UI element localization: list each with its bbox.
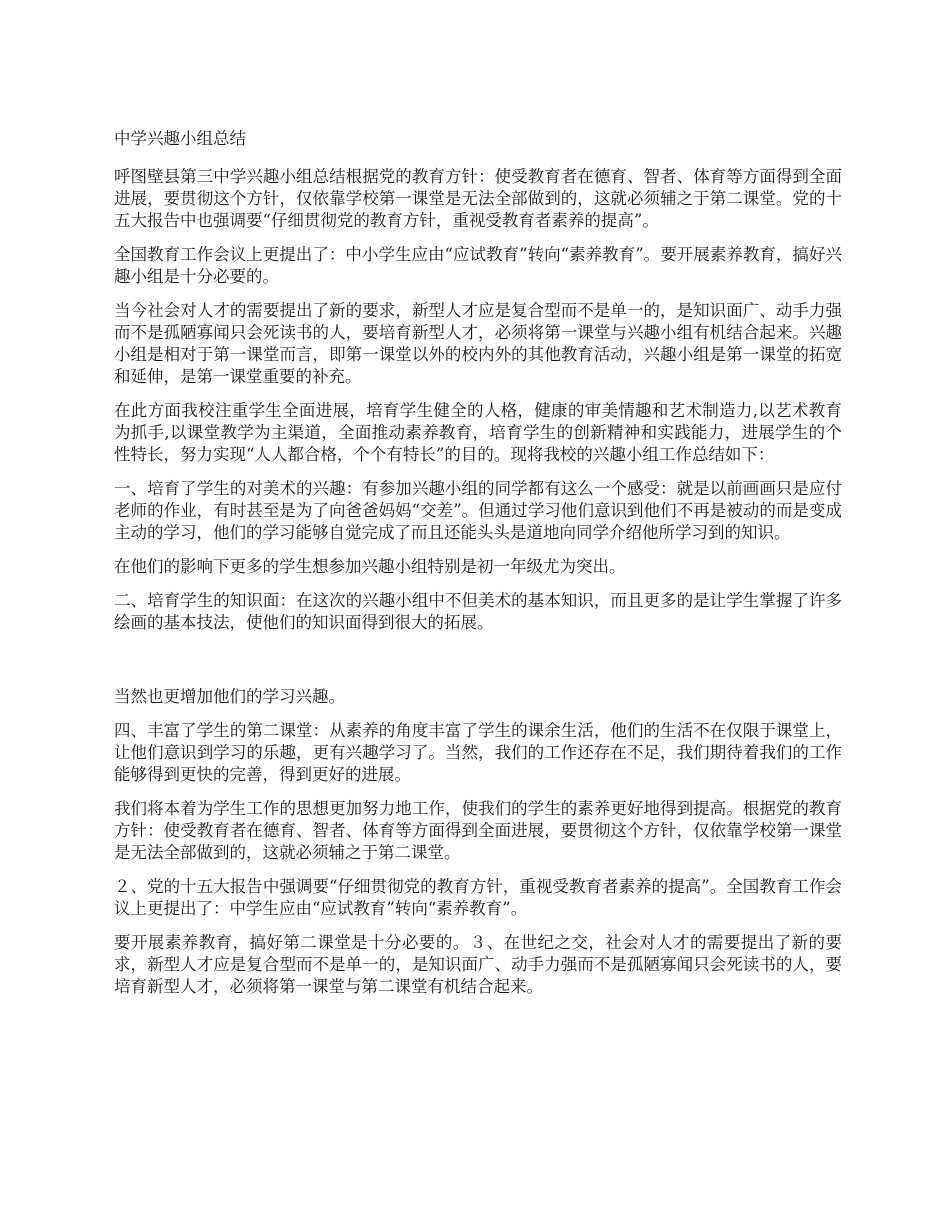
paragraph-12: 要开展素养教育，搞好第二课堂是十分必要的。３、在世纪之交，社会对人才的需要提出了新的要求，新型人才应是复合型而不是单一的，是知识面广、动手力强而不是孤陋寡闻只会死读书的人，要培育新型人才，必须将第一课堂与第二课堂有机结合起来。 [114, 933, 842, 996]
paragraph-2: 全国教育工作会议上更提出了：中小学生应由“应试教育”转向“素养教育”。要开展素养教育，搞好兴趣小组是十分必要的。 [114, 245, 842, 286]
paragraph-11: ２、党的十五大报告中强调要“仔细贯彻党的教育方针，重视受教育者素养的提高”。全国教育工作会议上更提出了：中学生应由“应试教育”转向“素养教育”。 [114, 877, 842, 918]
paragraph-10: 我们将本着为学生工作的思想更加努力地工作，使我们的学生的素养更好地得到提高。根据党的教育方针：使受教育者在德育、智者、体育等方面得到全面进展，要贯彻这个方针，仅依靠学校第一课堂是无法全部做到的，这就必须辅之于第二课堂。 [114, 799, 842, 862]
paragraph-7: 二、培育学生的知识面：在这次的兴趣小组中不但美术的基本知识，而且更多的是让学生掌握了许多绘画的基本技法，使他们的知识面得到很大的拓展。 [114, 591, 842, 632]
paragraph-1: 呼图壁县第三中学兴趣小组总结根据党的教育方针：使受教育者在德育、智者、体育等方面得到全面进展，要贯彻这个方针，仅依靠学校第一课堂是无法全部做到的，这就必须辅之于第二课堂。党的十五大报告中也强调要“仔细贯彻党的教育方针，重视受教育者素养的提高”。 [114, 167, 842, 230]
paragraph-9: 四、丰富了学生的第二课堂：从素养的角度丰富了学生的课余生活，他们的生活不在仅限于课堂上，让他们意识到学习的乐趣，更有兴趣学习了。当然，我们的工作还存在不足，我们期待着我们的工作能够得到更快的完善，得到更好的进展。 [114, 721, 842, 784]
paragraph-4: 在此方面我校注重学生全面进展，培育学生健全的人格，健康的审美情趣和艺术制造力,以艺术教育为抓手,以课堂教学为主渠道，全面推动素养教育，培育学生的创新精神和实践能力，进展学生的个性特长，努力实现“人人都合格，个个有特长”的目的。现将我校的兴趣小组工作总结如下： [114, 401, 842, 464]
paragraph-8: 当然也更增加他们的学习兴趣。 [114, 687, 345, 706]
paragraph-3: 当今社会对人才的需要提出了新的要求，新型人才应是复合型而不是单一的，是知识面广、动手力强而不是孤陋寡闻只会死读书的人，要培育新型人才，必须将第一课堂与兴趣小组有机结合起来。兴趣小组是相对于第一课堂而言，即第一课堂以外的校内外的其他教育活动，兴趣小组是第一课堂的拓宽和延伸，是第一课堂重要的补充。 [114, 301, 842, 386]
paragraph-5: 一、培育了学生的对美术的兴趣：有参加兴趣小组的同学都有这么一个感受：就是以前画画只是应付老师的作业，有时甚至是为了向爸爸妈妈“交差”。但通过学习他们意识到他们不再是被动的而是变成主动的学习，他们的学习能够自觉完成了而且还能头头是道地向同学介绍他所学习到的知识。 [114, 479, 842, 542]
paragraph-6: 在他们的影响下更多的学生想参加兴趣小组特别是初一年级尤为突出。 [114, 557, 626, 576]
document-title: 中学兴趣小组总结 [114, 129, 246, 148]
document-page [114, 128, 842, 1010]
